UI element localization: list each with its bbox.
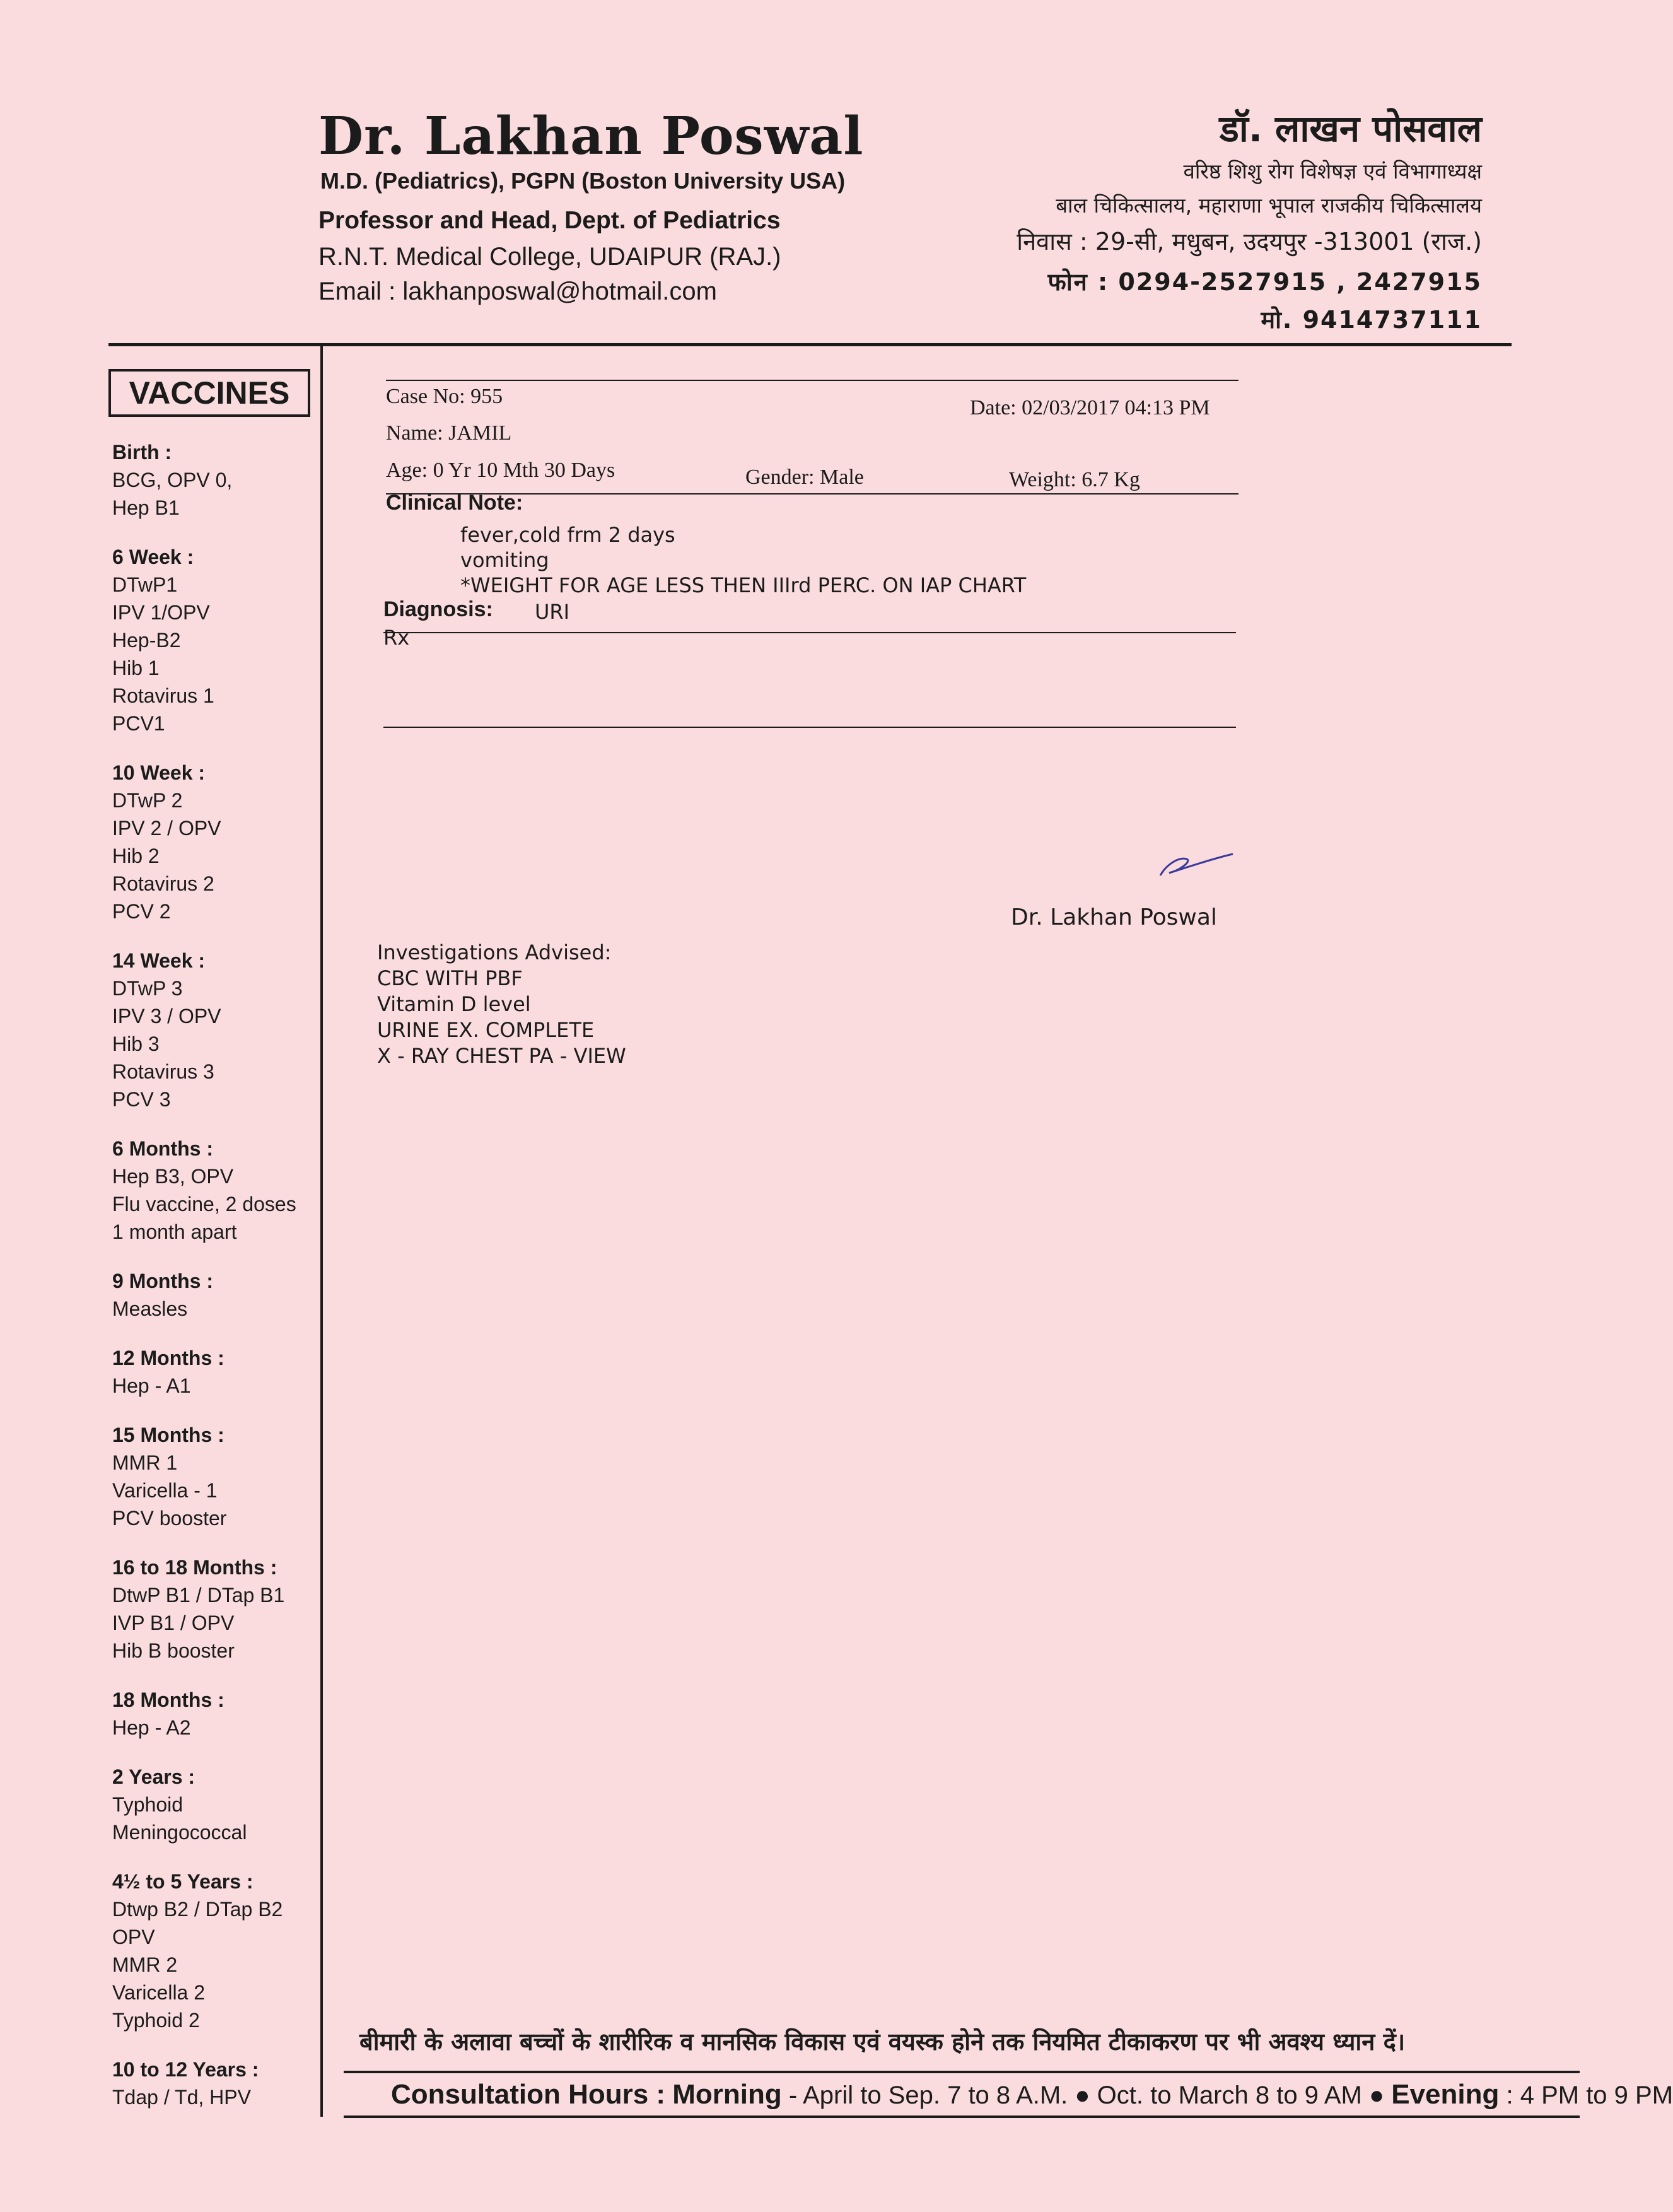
- vaccine-item: OPV: [112, 1926, 155, 1948]
- vaccine-item: Rotavirus 2: [112, 872, 214, 895]
- evening-label: Evening: [1391, 2079, 1500, 2110]
- vaccine-item: DTwP 3: [112, 977, 183, 1000]
- vaccine-item: Measles: [112, 1297, 188, 1320]
- vaccine-group: [112, 1135, 327, 1246]
- vaccine-group: [112, 543, 327, 737]
- vaccine-item: Typhoid 2: [112, 2009, 200, 2032]
- clinical-note-line: vomiting: [460, 548, 549, 572]
- vaccine-item: Hib 2: [112, 845, 160, 867]
- vaccine-group-heading: Birth :: [112, 441, 172, 464]
- footer-top-rule: [344, 2071, 1580, 2073]
- vaccine-group-heading: 14 Week :: [112, 949, 206, 972]
- vaccine-item: DTwP 2: [112, 789, 183, 812]
- patient-weight: Weight: 6.7 Kg: [1009, 468, 1140, 491]
- vaccine-item: Hib 1: [112, 657, 160, 679]
- vaccine-item: Typhoid: [112, 1793, 184, 1816]
- morning-hours: - April to Sep. 7 to 8 A.M. ● Oct. to March 8 to 9 AM ●: [781, 2081, 1392, 2109]
- patient-age: Age: 0 Yr 10 Mth 30 Days: [386, 459, 615, 482]
- vaccine-item: DtwP B1 / DTap B1: [112, 1584, 285, 1606]
- vaccine-group-heading: 6 Week :: [112, 546, 194, 568]
- vaccine-item: Varicella - 1: [112, 1479, 218, 1502]
- clinical-note-label: Clinical Note:: [386, 491, 523, 515]
- vaccine-group-heading: 10 to 12 Years :: [112, 2058, 259, 2081]
- evening-hours: : 4 PM to 9 PM: [1499, 2081, 1673, 2109]
- vaccine-item: MMR 2: [112, 1953, 178, 1976]
- vaccine-group-heading: 15 Months :: [112, 1424, 224, 1446]
- vaccine-item: Rotavirus 3: [112, 1060, 214, 1083]
- morning-label: Morning: [672, 2079, 782, 2110]
- vaccine-item: IPV 2 / OPV: [112, 817, 221, 840]
- patient-name: Name: JAMIL: [386, 421, 512, 445]
- vaccine-group-heading: 6 Months :: [112, 1137, 213, 1160]
- vaccine-item: PCV1: [112, 712, 165, 735]
- vaccine-group-heading: 16 to 18 Months :: [112, 1556, 277, 1579]
- vaccine-group: [112, 759, 327, 925]
- diagnosis-rule: [383, 632, 1236, 633]
- patient-gender: Gender: Male: [745, 465, 864, 489]
- footer-hindi-note: बीमारी के अलावा बच्चों के शारीरिक व मानसिक विकास एवं वयस्क होने तक नियमित टीकाकरण पर भी अवश्य ध्यान दें।: [359, 2028, 1406, 2056]
- vaccine-group-heading: 9 Months :: [112, 1270, 213, 1292]
- diagnosis-label: Diagnosis:: [383, 597, 493, 621]
- doctor-degrees: M.D. (Pediatrics), PGPN (Boston University USA): [320, 168, 846, 194]
- footer-bottom-rule: [344, 2115, 1580, 2118]
- hindi-doctor-name: डॉ. लाखन पोसवाल: [1219, 107, 1482, 150]
- vaccine-item: IPV 1/OPV: [112, 601, 210, 624]
- vaccine-group: [112, 1344, 327, 1400]
- vaccine-item: DTwP1: [112, 573, 178, 596]
- vaccine-item: BCG, OPV 0,: [112, 469, 233, 491]
- clinical-note-line: fever,cold frm 2 days: [460, 523, 675, 547]
- vaccine-group: [112, 1763, 327, 1846]
- hindi-mobile: मो. 9414737111: [1261, 306, 1482, 334]
- vaccine-group: [112, 438, 327, 522]
- vaccine-item: Tdap / Td, HPV: [112, 2086, 251, 2109]
- vaccine-item: Hep B3, OPV: [112, 1165, 234, 1188]
- vaccine-item: PCV 3: [112, 1088, 171, 1111]
- hindi-hospital: बाल चिकित्सालय, महाराणा भूपाल राजकीय चिकित्सालय: [1056, 193, 1482, 218]
- signature-name: Dr. Lakhan Poswal: [1011, 904, 1217, 930]
- patient-top-rule: [386, 380, 1239, 381]
- vaccine-item: Flu vaccine, 2 doses: [112, 1193, 296, 1215]
- vaccine-group: [112, 947, 327, 1113]
- doctor-position: Professor and Head, Dept. of Pediatrics: [318, 207, 781, 234]
- vaccine-group: [112, 1686, 327, 1741]
- investigation-item: Vitamin D level: [377, 992, 531, 1016]
- vaccine-item: Varicella 2: [112, 1981, 206, 2004]
- header-divider: [108, 343, 1512, 346]
- vaccine-item: Hep - A2: [112, 1716, 191, 1739]
- consultation-hours: [391, 2079, 1673, 2110]
- vaccine-item: PCV 2: [112, 900, 171, 923]
- vaccine-group-heading: 18 Months :: [112, 1688, 224, 1711]
- investigation-item: CBC WITH PBF: [377, 966, 523, 990]
- rx-rule: [383, 727, 1236, 728]
- investigation-item: X - RAY CHEST PA - VIEW: [377, 1044, 626, 1068]
- investigations-block: [377, 940, 626, 1069]
- vaccines-title: VACCINES: [108, 369, 310, 417]
- hindi-address: निवास : 29-सी, मधुबन, उदयपुर -313001 (राज.): [1017, 228, 1482, 255]
- vaccine-group: [112, 1554, 327, 1665]
- vaccine-item: Dtwp B2 / DTap B2: [112, 1898, 283, 1921]
- doctor-email: Email : lakhanposwal@hotmail.com: [318, 278, 717, 305]
- visit-date: Date: 02/03/2017 04:13 PM: [970, 396, 1210, 419]
- vaccine-item: Hep B1: [112, 496, 180, 519]
- clinical-note-lines: [460, 522, 1026, 598]
- vaccine-item: IVP B1 / OPV: [112, 1612, 235, 1634]
- vaccine-item: Meningococcal: [112, 1821, 247, 1844]
- vaccine-item: Hep - A1: [112, 1374, 191, 1397]
- vaccine-schedule-list: [112, 438, 327, 2133]
- clinical-note-line: *WEIGHT FOR AGE LESS THEN IIIrd PERC. ON IAP CHART: [460, 573, 1027, 597]
- vaccine-group: [112, 1267, 327, 1323]
- vaccine-item: PCV booster: [112, 1507, 227, 1530]
- vaccine-item: Hib B booster: [112, 1639, 235, 1662]
- vaccine-item: Hib 3: [112, 1033, 160, 1055]
- signature-scribble: [1154, 845, 1236, 883]
- vaccine-item: 1 month apart: [112, 1220, 237, 1243]
- doctor-name: Dr. Lakhan Poswal: [318, 106, 864, 167]
- vaccine-group-heading: 12 Months :: [112, 1347, 224, 1369]
- hindi-phone: फोन : 0294-2527915 , 2427915: [1047, 268, 1482, 296]
- investigations-label: Investigations Advised:: [377, 940, 612, 964]
- vaccine-group-heading: 2 Years :: [112, 1765, 195, 1788]
- vaccine-item: IPV 3 / OPV: [112, 1005, 221, 1027]
- vaccine-item: Rotavirus 1: [112, 684, 214, 707]
- vaccine-group: [112, 1421, 327, 1532]
- vaccine-item: MMR 1: [112, 1451, 178, 1474]
- vaccine-group: [112, 1868, 327, 2034]
- vaccine-group-heading: 10 Week :: [112, 761, 206, 784]
- vaccine-item: Hep-B2: [112, 629, 181, 652]
- rx-label: Rx: [383, 626, 410, 650]
- vaccine-group: [112, 2056, 327, 2111]
- doctor-college: R.N.T. Medical College, UDAIPUR (RAJ.): [318, 243, 781, 271]
- vaccine-group-heading: 4½ to 5 Years :: [112, 1870, 254, 1893]
- investigation-item: URINE EX. COMPLETE: [377, 1018, 595, 1042]
- case-number: Case No: 955: [386, 385, 503, 408]
- hours-label: Consultation Hours :: [391, 2079, 666, 2110]
- diagnosis-value: URI: [535, 600, 570, 624]
- hindi-designation: वरिष्ठ शिशु रोग विशेषज्ञ एवं विभागाध्यक्ष: [1183, 159, 1482, 184]
